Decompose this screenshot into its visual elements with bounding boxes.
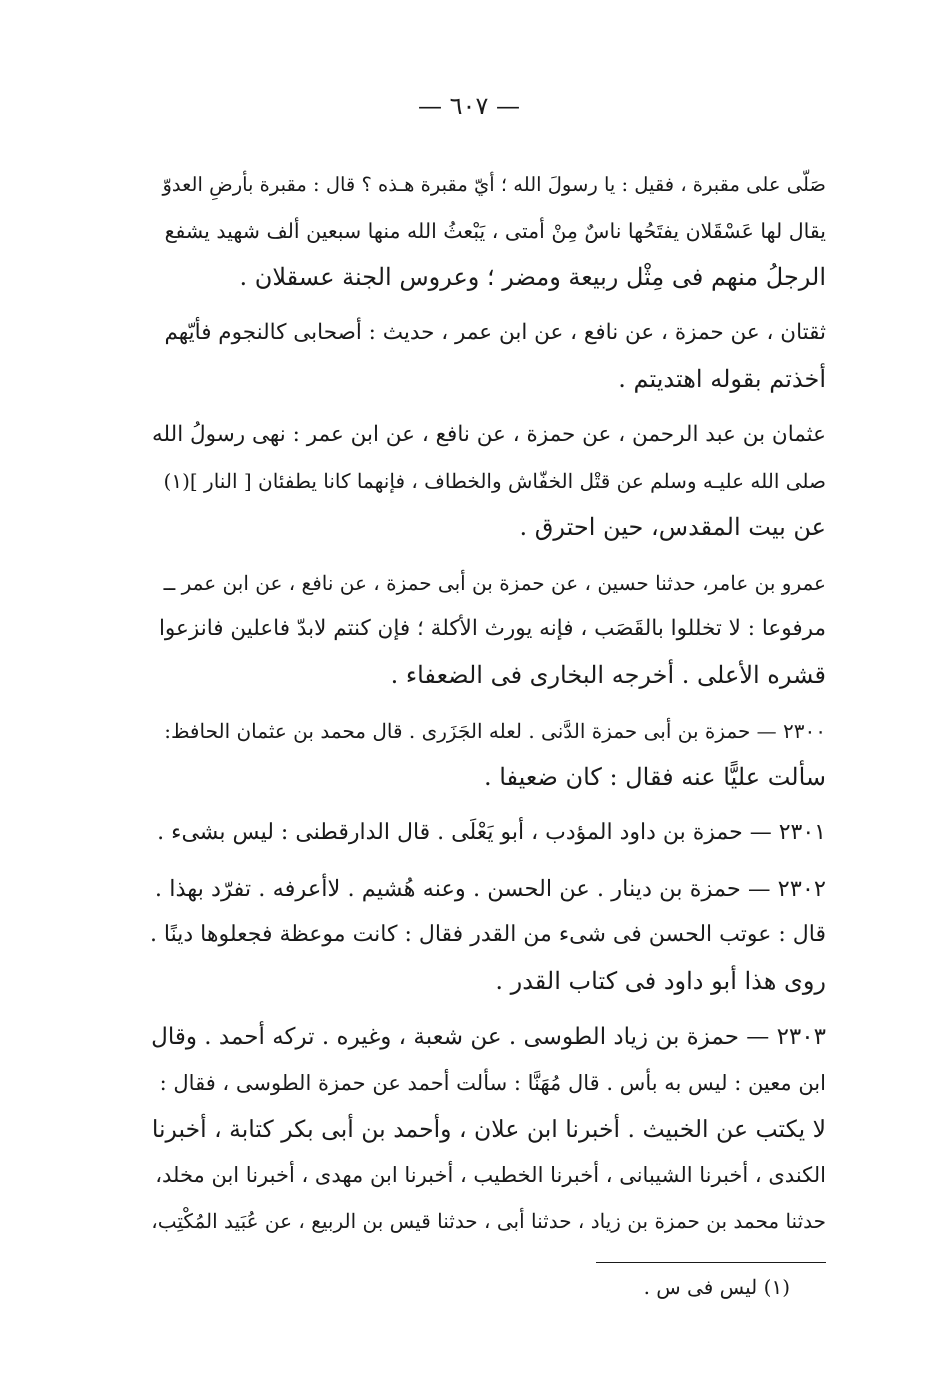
text-line: حدثنا محمد بن حمزة بن زياد ، حدثنا أبى ، حدثنا قيس بن الربيع ، عن عُبَيد المُكْتِب،	[151, 1209, 826, 1233]
footnote-divider	[596, 1262, 826, 1263]
text-line: الرجلُ منهم فى مِثْل ربيعة ومضر ؛ وعروس الجنة عسقلان .	[239, 263, 826, 291]
text-line: عمرو بن عامر، حدثنا حسين ، عن حمزة بن أبى حمزة ، عن نافع ، عن ابن عمر ــ	[163, 571, 826, 595]
page-number: — ٦٠٧ —	[418, 92, 520, 120]
text-line: ٢٣٠٠ — حمزة بن أبى حمزة الدَّنى . لعله الجَزَرى . قال محمد بن عثمان الحافظ:	[164, 719, 826, 743]
paragraph-reed-toothpick	[150, 560, 826, 698]
text-line: ٢٣٠٢ — حمزة بن دينار . عن الحسن . وعنه هُشيم . لاأعرفه . تفرّد بهذا .	[154, 876, 826, 902]
entry-2300	[150, 708, 826, 800]
text-line: ٢٣٠١ — حمزة بن داود المؤدب ، أبو يَعْلَى . قال الدارقطنى : ليس بشىء .	[157, 820, 826, 845]
text-line: أخذتم بقوله اهتديتم .	[618, 365, 826, 393]
entry-2301	[150, 810, 826, 856]
entry-2302	[150, 866, 826, 1004]
text-line: قشره الأعلى . أخرجه البخارى فى الضعفاء .	[390, 661, 826, 689]
text-line: ابن معين : ليس به بأس . قال مُهَنَّا : سألت أحمد عن حمزة الطوسى ، فقال :	[159, 1071, 826, 1095]
text-line: عن بيت المقدس، حين احترق .	[519, 513, 826, 541]
text-line: روى هذا أبو داود فى كتاب القدر .	[495, 967, 826, 995]
paragraph-bat-swallow	[150, 412, 826, 550]
entry-2303	[150, 1014, 826, 1244]
text-line: يقال لها عَسْقَلان يفتَحُها ناسٌ مِنْ أمتى ، يَبْعثُ الله منها سبعين ألف شهيد يشفع	[164, 219, 826, 243]
text-line: لا يكتب عن الخبيث . أخبرنا ابن علان ، وأحمد بن أبى بكر كتابة ، أخبرنا	[151, 1115, 826, 1143]
body-text	[150, 162, 826, 1254]
text-line: ثقتان ، عن حمزة ، عن نافع ، عن ابن عمر ، حديث : أصحابى كالنجوم فأيّهم	[164, 320, 826, 345]
text-line: مرفوعا : لا تخللوا بالقَصَب ، فإنه يورث الأكلة ؛ فإن كنتم لابدّ فاعلين فانزعوا	[158, 616, 826, 641]
text-line: صَلّى على مقبرة ، فقيل : يا رسولَ الله ؛ أيّ مقبرة هـذه ؟ قال : مقبرة بأرضِ العدوّ	[162, 173, 826, 196]
paragraph-companions-stars	[150, 310, 826, 402]
text-line: الكندى ، أخبرنا الشيبانى ، أخبرنا الخطيب ، أخبرنا ابن مهدى ، أخبرنا ابن مخلد،	[155, 1163, 826, 1187]
text-line: ٢٣٠٣ — حمزة بن زياد الطوسى . عن شعبة ، وغيره . تركه أحمد . وقال	[151, 1024, 826, 1050]
footnote: (١) ليس فى س .	[643, 1275, 790, 1299]
text-line: سألت عليًّا عنه فقال : كان ضعيفا .	[483, 763, 826, 791]
text-line: قال : عوتب الحسن فى شىء من القدر فقال : كانت موعظة فجعلوها دينًا .	[150, 922, 826, 947]
paragraph-cemetery-hadith	[150, 162, 826, 300]
text-line: صلى الله عليـه وسلم عن قتْل الخفّاش والخطاف ، فإنهما كانا يطفئان [ النار ](١)	[163, 469, 826, 493]
text-line: عثمان بن عبد الرحمن ، عن حمزة ، عن نافع ، عن ابن عمر : نهى رسولُ الله	[152, 422, 826, 447]
